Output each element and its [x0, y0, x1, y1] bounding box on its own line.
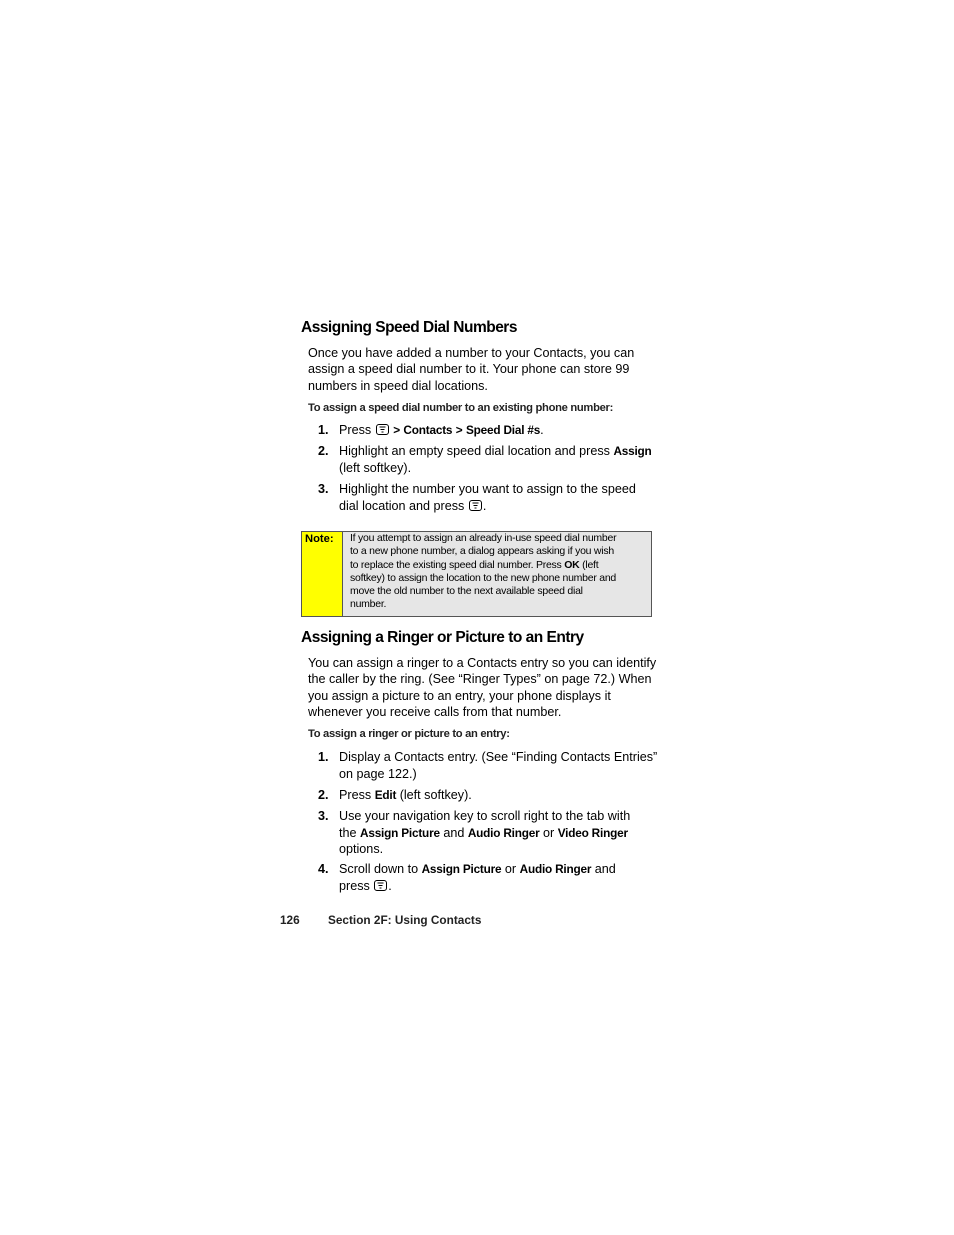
option-assign-picture: Assign Picture [360, 825, 440, 840]
menu-item-contacts: Contacts [403, 423, 453, 437]
step-text: (left softkey). [399, 788, 472, 802]
note-line: If you attempt to assign an already in-use speed dial number [350, 532, 617, 544]
step-text: dial location and press [339, 498, 465, 513]
step-1 [318, 749, 663, 782]
menu-key-icon [469, 500, 482, 511]
step-text: the [339, 825, 357, 840]
option-assign-picture: Assign Picture [421, 862, 502, 876]
menu-separator: > [455, 423, 463, 437]
step-text: Press [339, 788, 372, 802]
section-footer: Section 2F: Using Contacts [328, 913, 482, 927]
note-line: softkey) to assign the location to the new phone number and [350, 571, 617, 584]
softkey-assign: Assign [613, 444, 652, 458]
softkey-edit: Edit [374, 788, 397, 802]
step-1 [318, 422, 663, 439]
menu-key-icon [374, 880, 387, 891]
step-text: press [339, 878, 370, 893]
step-text: Display a Contacts entry. (See “Finding Contacts Entries” [339, 750, 658, 764]
page-number: 126 [280, 913, 300, 927]
paragraph-line: whenever you receive calls from that number. [308, 704, 562, 719]
softkey-ok: OK [564, 558, 580, 571]
note-line: move the old number to the next available speed dial [350, 585, 583, 598]
step-text: on page 122.) [339, 766, 417, 781]
procedure-intro: To assign a ringer or picture to an entry: [308, 728, 510, 740]
step-text: (left softkey). [339, 460, 412, 475]
step-text: Highlight the number you want to assign to the speed [339, 482, 636, 496]
step-number: 2. [318, 444, 329, 458]
step-4 [318, 861, 663, 894]
step-2 [318, 787, 663, 804]
note-text: (left [582, 558, 599, 571]
procedure-intro: To assign a speed dial number to an existing phone number: [308, 402, 614, 414]
ringer-intro-paragraph [308, 655, 660, 720]
step-number: 1. [318, 423, 329, 437]
option-audio-ringer: Audio Ringer [467, 825, 540, 840]
step-text: and [594, 862, 616, 876]
step-3 [318, 481, 663, 514]
period: . [482, 498, 487, 513]
paragraph-line: Once you have added a number to your Contacts, you can [308, 346, 635, 360]
step-number: 4. [318, 862, 329, 876]
paragraph-line: numbers in speed dial locations. [308, 378, 488, 393]
speed-dial-intro-paragraph [308, 345, 660, 394]
paragraph-line: You can assign a ringer to a Contacts entry so you can identify [308, 656, 657, 670]
note-label: Note: [305, 533, 334, 545]
step-text: Highlight an empty speed dial location and press [339, 444, 610, 458]
note-line: to a new phone number, a dialog appears asking if you wish [350, 545, 614, 558]
option-audio-ringer: Audio Ringer [519, 862, 592, 876]
section-heading-ringer-picture: Assigning a Ringer or Picture to an Entry [301, 629, 584, 646]
menu-key-icon [376, 424, 389, 435]
step-text: Use your navigation key to scroll right to the tab with [339, 809, 631, 823]
step-2 [318, 443, 663, 476]
note-line [350, 559, 648, 572]
period: . [540, 423, 544, 437]
menu-separator: > [393, 423, 400, 437]
step-text: options. [339, 842, 384, 857]
step-number: 1. [318, 750, 329, 764]
step-text: Press [339, 423, 372, 437]
paragraph-line: assign a speed dial number to it. Your phone can store 99 [308, 362, 630, 377]
step-text: or [504, 862, 517, 876]
step-number: 2. [318, 788, 329, 802]
section-heading-speed-dial: Assigning Speed Dial Numbers [301, 319, 517, 336]
paragraph-line: the caller by the ring. (See “Ringer Types” on page 72.) When [308, 672, 652, 687]
step-3 [318, 808, 663, 858]
note-label-cell [302, 532, 343, 616]
note-box [301, 531, 652, 617]
menu-item-speed-dial: Speed Dial #s [465, 423, 541, 437]
period: . [388, 878, 392, 893]
note-line: number. [350, 598, 387, 611]
note-text: to replace the existing speed dial number. Press [350, 558, 562, 571]
step-text: or [543, 825, 555, 840]
step-text: Scroll down to [339, 862, 419, 876]
step-number: 3. [318, 809, 329, 823]
paragraph-line: you assign a picture to an entry, your phone displays it [308, 688, 611, 703]
step-text: and [443, 825, 465, 840]
option-video-ringer: Video Ringer [557, 825, 628, 840]
step-number: 3. [318, 482, 329, 496]
note-body [350, 532, 648, 612]
